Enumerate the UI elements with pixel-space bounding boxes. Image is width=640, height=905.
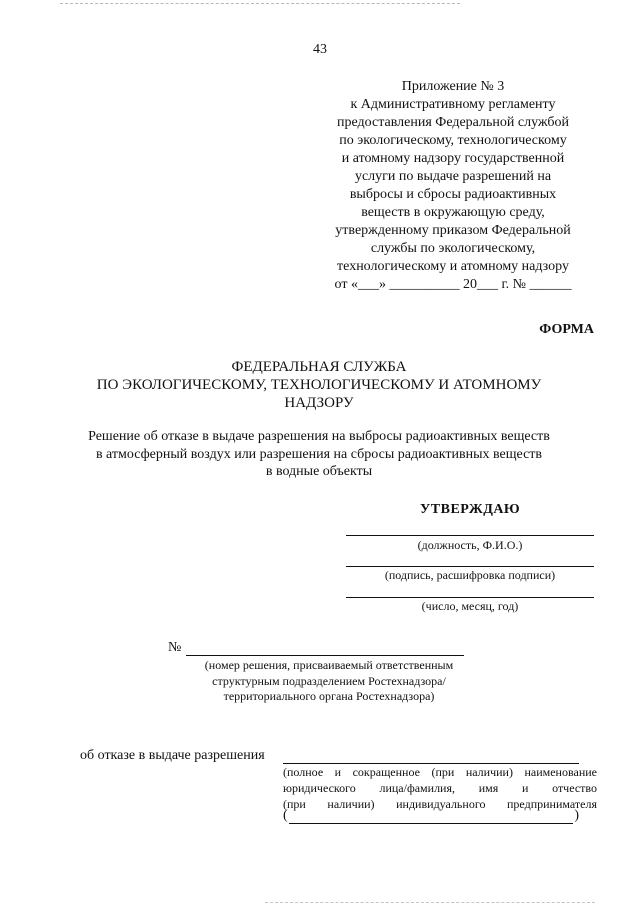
position-line [346, 535, 594, 536]
approval-heading: УТВЕРЖДАЮ [420, 502, 521, 517]
decision-title-line: в атмосферный воздух или разрешения на сбросы радиоактивных веществ [95, 446, 543, 462]
appendix-line: службы по экологическому, [370, 241, 536, 256]
decision-number-sign: № [168, 640, 182, 655]
scan-top-border [60, 3, 460, 4]
appendix-line: по экологическому, технологическому [339, 133, 567, 148]
appendix-line: к Административному регламенту [350, 97, 556, 112]
signature-caption: (подпись, расшифровка подписи) [384, 568, 556, 582]
caption-line: территориального органа Ростехнадзора) [223, 689, 435, 703]
appendix-line: выбросы и сбросы радиоактивных [349, 187, 557, 202]
appendix-line: утвержденному приказом Федеральной [335, 223, 571, 238]
date-line [346, 597, 594, 598]
bracket-underline [289, 823, 573, 824]
close-paren: ) [574, 808, 579, 823]
appendix-line: технологическому и атомному надзору [337, 259, 569, 274]
scan-bottom-border [265, 902, 595, 903]
agency-line: ПО ЭКОЛОГИЧЕСКОМУ, ТЕХНОЛОГИЧЕСКОМУ И АТОМНОМУ [96, 377, 542, 393]
decision-title-line: Решение об отказе в выдаче разрешения на выбросы радиоактивных веществ [88, 429, 550, 444]
decision-number-caption [196, 658, 462, 705]
agency-line: ФЕДЕРАЛЬНАЯ СЛУЖБА [231, 359, 407, 375]
appendix-line: Приложение № 3 [401, 79, 505, 94]
appendix-date-line: от «___» __________ 20___ г. № ______ [334, 277, 572, 292]
appendix-line: услуги по выдаче разрешений на [354, 169, 552, 184]
decision-title [62, 428, 576, 481]
agency-line: НАДЗОРУ [284, 395, 354, 411]
caption-line: (при наличии) индивидуального предпринимателя [283, 797, 597, 811]
decision-title-line: в водные объекты [265, 464, 373, 479]
caption-line: (номер решения, присваиваемый ответственным [204, 658, 454, 672]
refusal-label: об отказе в выдаче разрешения [80, 748, 265, 763]
caption-line: юридического лица/фамилия, имя и отчество [283, 781, 597, 795]
page-number: 43 [313, 42, 327, 57]
caption-line: (полное и сокращенное (при наличии) наименование [283, 765, 597, 779]
open-paren: ( [283, 808, 288, 823]
applicant-bracket-field [283, 808, 579, 826]
caption-line: структурным подразделением Ростехнадзора/ [212, 673, 446, 688]
decision-number-line [186, 655, 464, 656]
signature-line [346, 566, 594, 567]
appendix-line: и атомному надзору государственной [341, 151, 565, 166]
agency-name [62, 358, 576, 412]
appendix-header [300, 78, 606, 294]
appendix-line: веществ в окружающую среду, [361, 205, 545, 220]
position-caption: (должность, Ф.И.О.) [417, 538, 523, 552]
appendix-line: предоставления Федеральной службой [337, 115, 569, 130]
date-caption: (число, месяц, год) [421, 599, 519, 613]
applicant-caption [283, 764, 597, 812]
form-label: ФОРМА [539, 322, 594, 337]
